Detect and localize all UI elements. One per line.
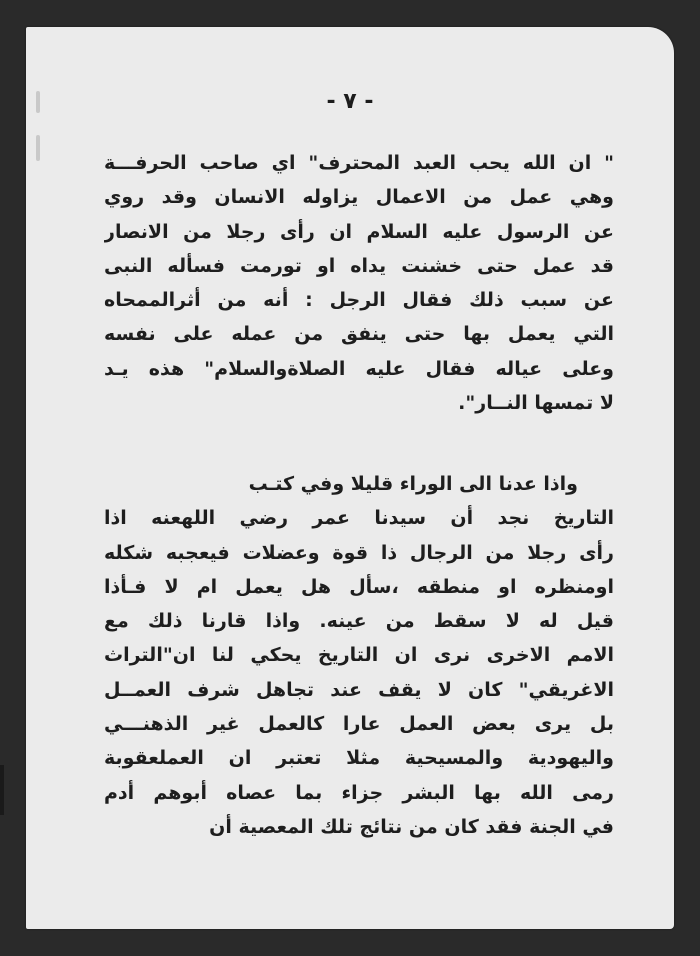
staple-mark	[36, 135, 40, 161]
text-line: اومنظره او منطقه ،سأل هل يعمل ام لا فـأذا	[104, 575, 614, 598]
text-line: الامم الاخرى نرى ان التاريخ يحكي لنا ان"التراث	[104, 644, 614, 667]
text-line: عن سبب ذلك فقال الرجل : أنه من أثرالممحاه	[104, 289, 614, 312]
text-line: في الجنة فقد كان من نتائج تلك المعصية أن	[209, 815, 614, 838]
text-line: " ان الله يحب العبد المحترف" اي صاحب الحرفـــة	[104, 152, 614, 174]
text-line: بل يرى بعض العمل عارا كالعمل غير الذهنـــي	[104, 713, 614, 736]
text-line: لا تمسها النــار".	[458, 392, 614, 415]
scan-edge-mark	[0, 765, 4, 815]
text-line: عن الرسول عليه السلام ان رأى رجلا من الانصار	[104, 220, 614, 243]
text-line: التاريخ نجد أن سيدنا عمر رضي اللهعنه اذا	[104, 507, 614, 530]
text-line: وعلى عياله فقال عليه الصلاةوالسلام" هذه يـد	[104, 357, 614, 380]
text-line: التي يعمل بها حتى ينفق من عمله على نفسه	[104, 323, 614, 346]
document-page	[26, 27, 674, 929]
text-line: واليهودية والمسيحية مثلا تعتبر ان العملعقوبة	[104, 747, 614, 770]
text-line: رمى الله بها البشر جزاء بما عصاه أبوهم أدم	[104, 781, 614, 804]
paragraph-1	[104, 146, 614, 420]
paragraph-2	[104, 467, 614, 844]
page-number: - ٧ -	[326, 89, 374, 114]
text-line: وهي عمل من الاعمال يزاوله الانسان وقد روي	[104, 186, 614, 209]
text-line: رأى رجلا من الرجال ذا قوة وعضلات فيعجبه شكله	[104, 541, 614, 564]
text-line: الاغريقي" كان لا يقف عند تجاهل شرف العمــل	[104, 678, 614, 701]
text-line: قيل له لا سقط من عينه. واذا قارنا ذلك مع	[104, 610, 614, 633]
text-line: واذا عدنا الى الوراء قليلا وفي كتـب	[248, 473, 578, 495]
text-line: قد عمل حتى خشنت يداه او تورمت فسأله النبى	[104, 254, 614, 277]
